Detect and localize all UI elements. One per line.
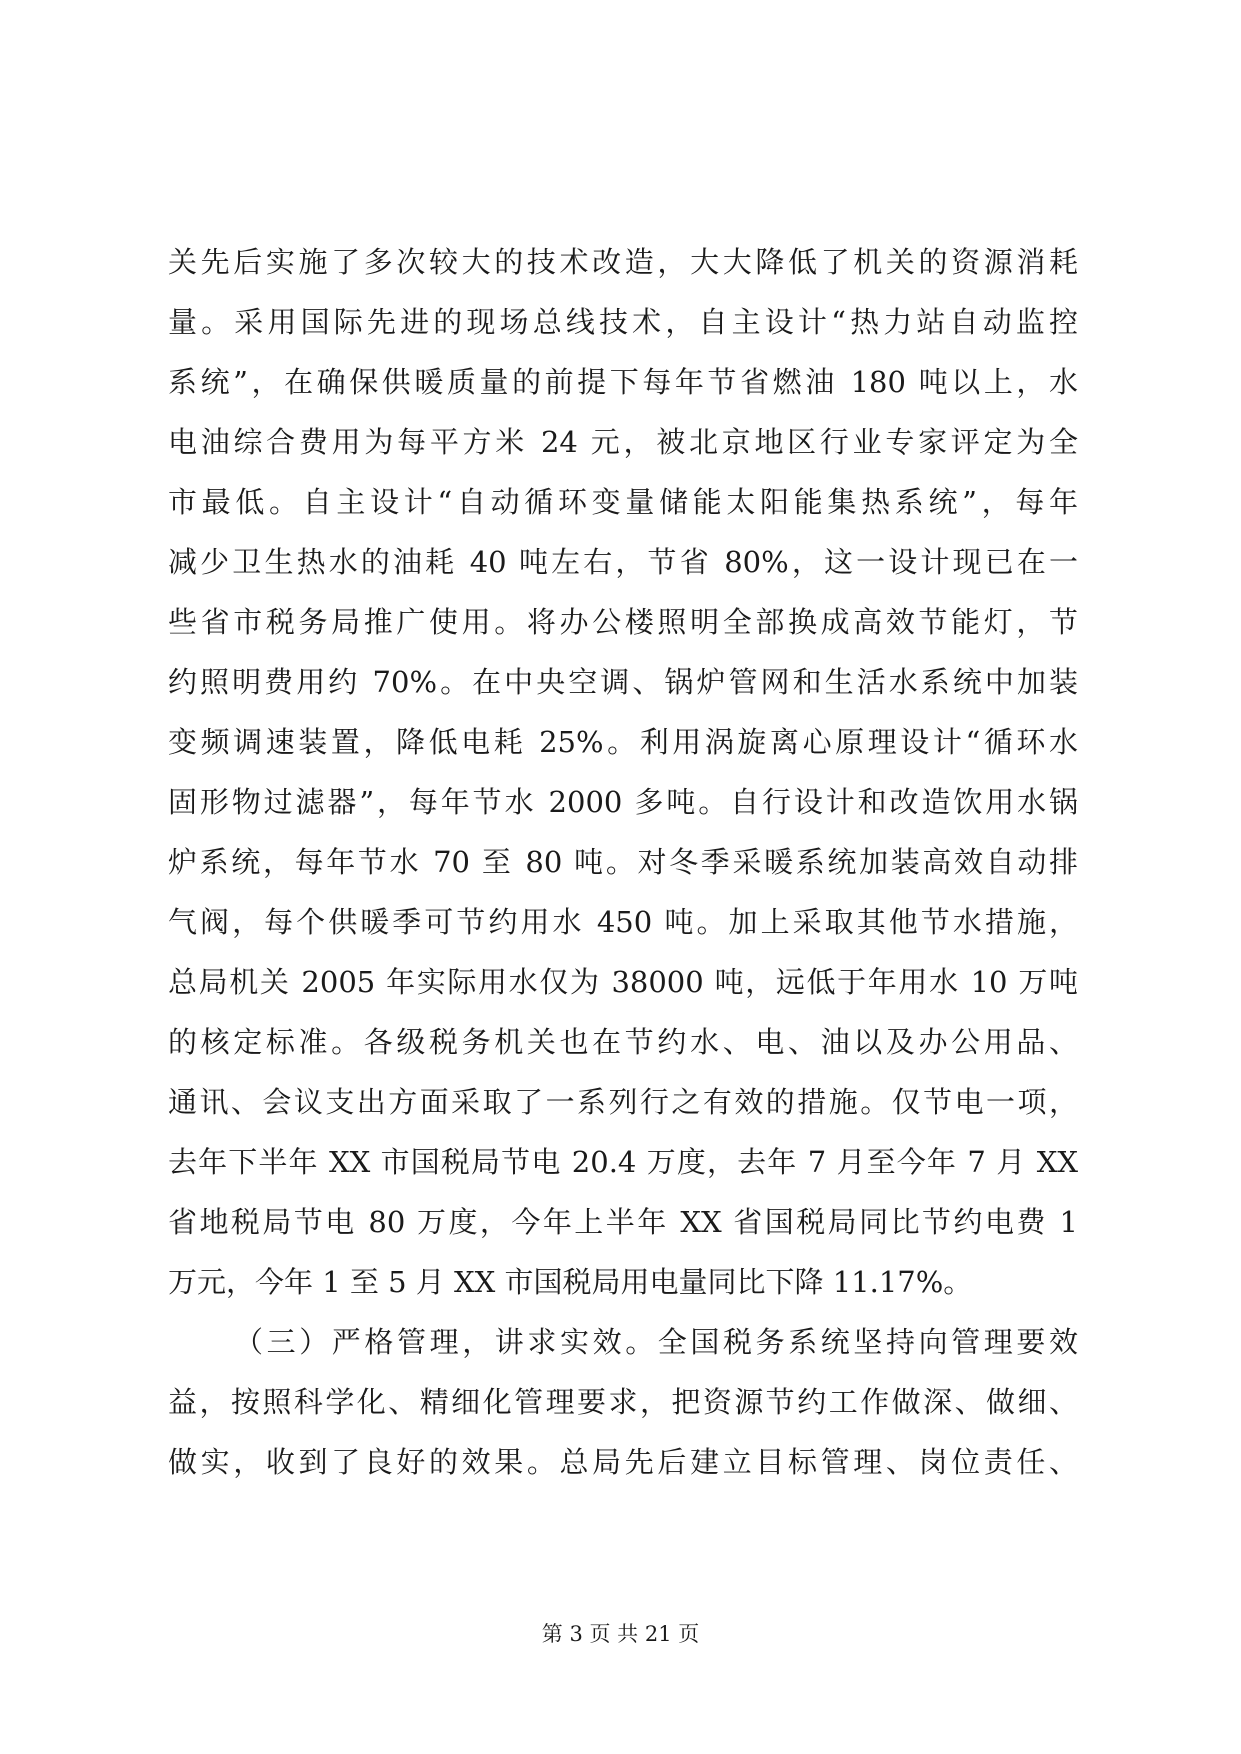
text-line: 减少卫生热水的油耗 40 吨左右，节省 80%，这一设计现已在一	[168, 545, 1078, 579]
text-line: 去年下半年 XX 市国税局节电 20.4 万度，去年 7 月至今年 7 月 XX	[168, 1145, 1078, 1179]
text-line: 气阀，每个供暖季可节约用水 450 吨。加上采取其他节水措施，	[168, 905, 1078, 939]
text-line: 系统”，在确保供暖质量的前提下每年节省燃油 180 吨以上，水	[168, 365, 1078, 399]
text-line: 炉系统，每年节水 70 至 80 吨。对冬季采暖系统加装高效自动排	[168, 845, 1078, 879]
text-line: 些省市税务局推广使用。将办公楼照明全部换成高效节能灯，节	[168, 605, 1078, 639]
text-line: 约照明费用约 70%。在中央空调、锅炉管网和生活水系统中加装	[168, 665, 1078, 699]
document-body	[168, 232, 1078, 1492]
text-line: 省地税局节电 80 万度，今年上半年 XX 省国税局同比节约电费 1	[168, 1205, 1078, 1239]
text-line: 的核定标准。各级税务机关也在节约水、电、油以及办公用品、	[168, 1025, 1078, 1059]
text-line: 量。采用国际先进的现场总线技术，自主设计“热力站自动监控	[168, 305, 1078, 339]
page-number: 第 3 页 共 21 页	[541, 1622, 700, 1646]
text-line: 益，按照科学化、精细化管理要求，把资源节约工作做深、做细、	[168, 1385, 1078, 1419]
text-line: 总局机关 2005 年实际用水仅为 38000 吨，远低于年用水 10 万吨	[168, 965, 1078, 999]
page-footer	[0, 1619, 1241, 1649]
text-line: 关先后实施了多次较大的技术改造，大大降低了机关的资源消耗	[168, 245, 1078, 279]
text-line: 变频调速装置，降低电耗 25%。利用涡旋离心原理设计“循环水	[168, 725, 1078, 759]
text-line: 电油综合费用为每平方米 24 元，被北京地区行业专家评定为全	[168, 425, 1078, 459]
text-line: 通讯、会议支出方面采取了一系列行之有效的措施。仅节电一项，	[168, 1085, 1078, 1119]
section-heading-line: （三）严格管理，讲求实效。全国税务系统坚持向管理要效	[234, 1325, 1078, 1359]
text-line: 万元，今年 1 至 5 月 XX 市国税局用电量同比下降 11.17%。	[168, 1265, 973, 1299]
text-line: 固形物过滤器”，每年节水 2000 多吨。自行设计和改造饮用水锅	[168, 785, 1078, 819]
text-line: 做实，收到了良好的效果。总局先后建立目标管理、岗位责任、	[168, 1445, 1078, 1479]
text-line: 市最低。自主设计“自动循环变量储能太阳能集热系统”，每年	[168, 485, 1078, 519]
